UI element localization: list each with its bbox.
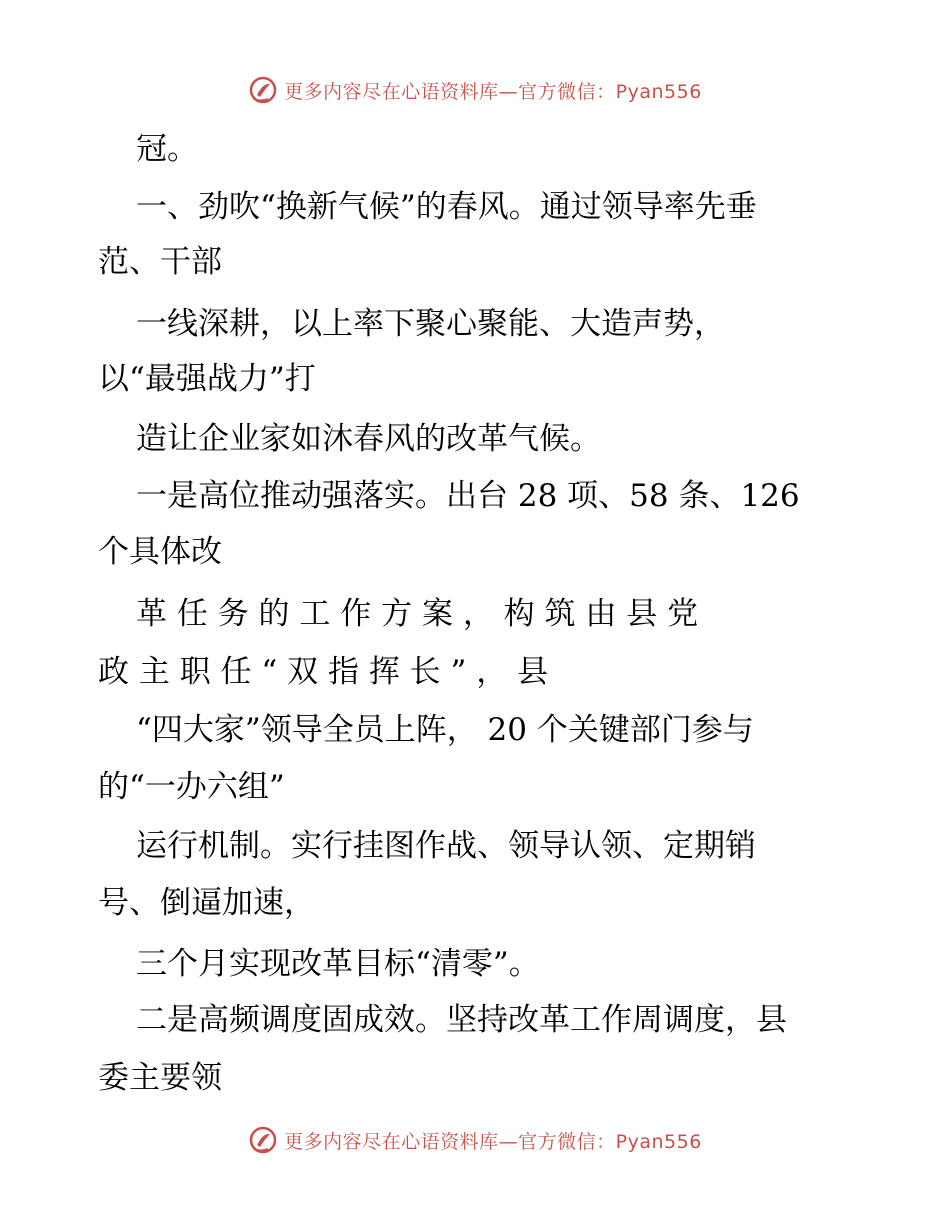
body-line: 二是高频调度固成效。坚持改革工作周调度，县 xyxy=(136,1002,787,1038)
watermark-text: 更多内容尽在心语资料库—官方微信：Pyan556 xyxy=(284,1130,702,1153)
body-line: 造让企业家如沐春风的改革气候。 xyxy=(136,421,601,457)
body-line: 三个月实现改革目标“清零”。 xyxy=(136,946,540,982)
watermark-text: 更多内容尽在心语资料库—官方微信：Pyan556 xyxy=(284,80,702,103)
body-line: 一是高位推动强落实。出台 28 项、58 条、126 xyxy=(136,478,800,514)
body-line: 一、劲吹“换新气候”的春风。通过领导率先垂 xyxy=(136,189,757,225)
body-line: “四大家”领导全员上阵， 20 个关键部门参与 xyxy=(136,712,754,748)
body-line: 政 主 职 任 “ 双 指 挥 长 ” ， 县 xyxy=(98,654,549,690)
body-line: 号、倒逼加速， xyxy=(98,885,315,921)
body-line: 委主要领 xyxy=(98,1060,222,1096)
body-line: 个具体改 xyxy=(98,534,222,570)
body-line: 的“一办六组” xyxy=(98,769,285,805)
body-line: 冠。 xyxy=(136,131,198,167)
body-line: 一线深耕，以上率下聚心聚能、大造声势， xyxy=(136,306,725,342)
pen-swirl-logo-icon xyxy=(248,1125,278,1155)
body-line: 范、干部 xyxy=(98,244,222,280)
body-line: 以“最强战力”打 xyxy=(98,361,316,397)
body-line: 运行机制。实行挂图作战、领导认领、定期销 xyxy=(136,828,756,864)
body-line: 革 任 务 的 工 作 方 案 ， 构 筑 由 县 党 xyxy=(136,596,699,632)
header-watermark xyxy=(0,70,950,110)
footer-watermark xyxy=(0,1120,950,1160)
pen-swirl-logo-icon xyxy=(248,75,278,105)
